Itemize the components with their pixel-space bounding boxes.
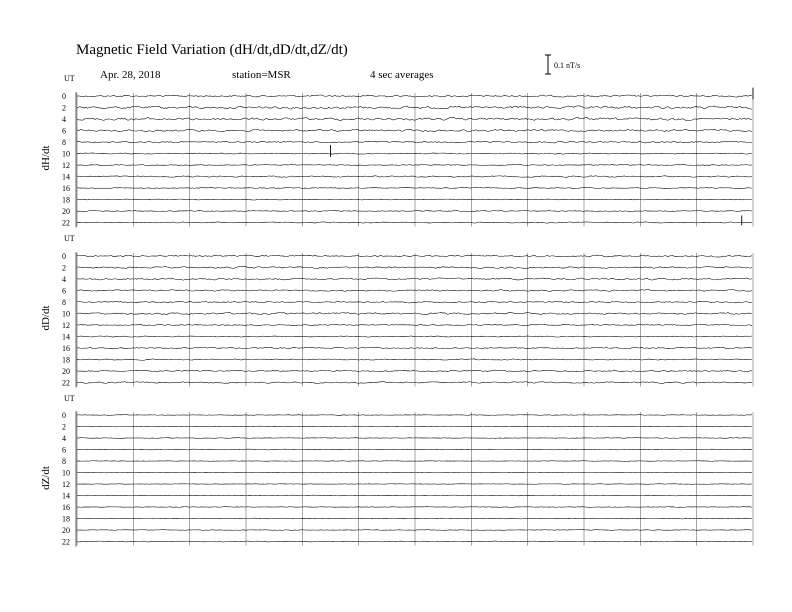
row-label: 16	[62, 503, 70, 512]
row-label: 12	[62, 161, 70, 170]
row-label: 0	[62, 252, 66, 261]
trace-dZdt-row-16	[77, 507, 752, 508]
row-label: 16	[62, 184, 70, 193]
row-label: 2	[62, 103, 66, 113]
trace-dDdt-row-8	[77, 301, 752, 303]
row-label: 18	[62, 195, 70, 205]
trace-dHdt-row-12	[77, 164, 752, 165]
trace-dDdt-row-0	[77, 255, 752, 257]
trace-dHdt-row-20	[77, 211, 752, 212]
trace-dHdt-row-18	[77, 199, 752, 200]
row-label: 10	[62, 149, 70, 159]
row-label: 4	[62, 115, 66, 124]
row-label: 10	[62, 468, 70, 478]
row-label: 22	[62, 378, 70, 388]
trace-dZdt-row-2	[77, 426, 752, 427]
trace-dZdt-row-14	[77, 495, 752, 496]
panel-dh	[40, 74, 753, 228]
figure-title: Magnetic Field Variation (dH/dt,dD/dt,dZ/dt)	[76, 42, 348, 58]
trace-dHdt-row-0	[77, 95, 752, 97]
trace-dHdt-row-2	[77, 106, 752, 109]
trace-dZdt-row-12	[77, 484, 752, 485]
row-label: 2	[62, 422, 66, 432]
row-label: 8	[62, 138, 66, 147]
panel-dz-ut-label: UT	[64, 394, 75, 403]
row-label: 4	[62, 434, 66, 443]
row-label: 16	[62, 344, 70, 353]
trace-dDdt-row-18	[77, 359, 752, 360]
trace-dDdt-row-20	[77, 370, 752, 372]
row-label: 14	[62, 491, 70, 501]
row-label: 6	[62, 126, 66, 136]
row-label: 12	[62, 321, 70, 330]
row-label: 14	[62, 172, 70, 182]
trace-dZdt-row-8	[77, 461, 752, 462]
row-label: 8	[62, 298, 66, 307]
panel-dd-ylabel: dD/dt	[40, 305, 52, 331]
trace-dDdt-row-6	[77, 290, 752, 292]
panel-dh-ylabel: dH/dt	[40, 145, 52, 171]
trace-dZdt-row-20	[77, 530, 752, 531]
trace-dDdt-row-10	[77, 312, 752, 314]
row-label: 18	[62, 514, 70, 524]
trace-dZdt-row-4	[77, 438, 752, 439]
scale-bar-label: 0.1 nT/s	[554, 61, 581, 70]
row-label: 14	[62, 332, 70, 342]
trace-dHdt-row-8	[77, 141, 752, 143]
trace-dDdt-row-12	[77, 324, 752, 325]
station-label: station=MSR	[232, 69, 291, 81]
trace-dHdt-row-22	[77, 222, 752, 223]
trace-dHdt-row-10	[77, 153, 752, 154]
row-label: 2	[62, 263, 66, 273]
trace-dDdt-row-2	[77, 266, 752, 268]
averaging-label: 4 sec averages	[370, 69, 434, 81]
row-label: 12	[62, 480, 70, 489]
row-label: 6	[62, 445, 66, 455]
trace-dZdt-row-22	[77, 541, 752, 542]
panel-dh-ut-label: UT	[64, 74, 75, 83]
row-label: 22	[62, 218, 70, 228]
trace-dZdt-row-0	[77, 415, 752, 416]
trace-dDdt-row-4	[77, 278, 752, 280]
trace-dDdt-row-16	[77, 347, 752, 348]
row-label: 0	[62, 411, 66, 420]
panel-dd-ut-label: UT	[64, 234, 75, 243]
panel-dz-ylabel: dZ/dt	[40, 466, 52, 490]
trace-dHdt-row-16	[77, 188, 752, 189]
row-label: 10	[62, 309, 70, 319]
trace-dZdt-row-6	[77, 449, 752, 450]
row-label: 18	[62, 355, 70, 365]
trace-dZdt-row-18	[77, 518, 752, 519]
row-label: 0	[62, 92, 66, 101]
trace-dDdt-row-22	[77, 382, 752, 384]
row-label: 20	[62, 526, 70, 535]
trace-dHdt-row-4	[77, 117, 752, 120]
panel-dd	[40, 234, 753, 388]
scale-bar	[545, 55, 580, 74]
trace-dHdt-row-14	[77, 176, 752, 178]
row-label: 22	[62, 537, 70, 547]
row-label: 4	[62, 275, 66, 284]
panel-dz	[40, 394, 753, 547]
row-label: 6	[62, 286, 66, 296]
row-label: 20	[62, 367, 70, 376]
trace-dHdt-row-6	[77, 129, 752, 131]
trace-dDdt-row-14	[77, 336, 752, 337]
row-label: 8	[62, 457, 66, 466]
trace-dZdt-row-10	[77, 472, 752, 473]
date-label: Apr. 28, 2018	[100, 69, 161, 81]
row-label: 20	[62, 207, 70, 216]
